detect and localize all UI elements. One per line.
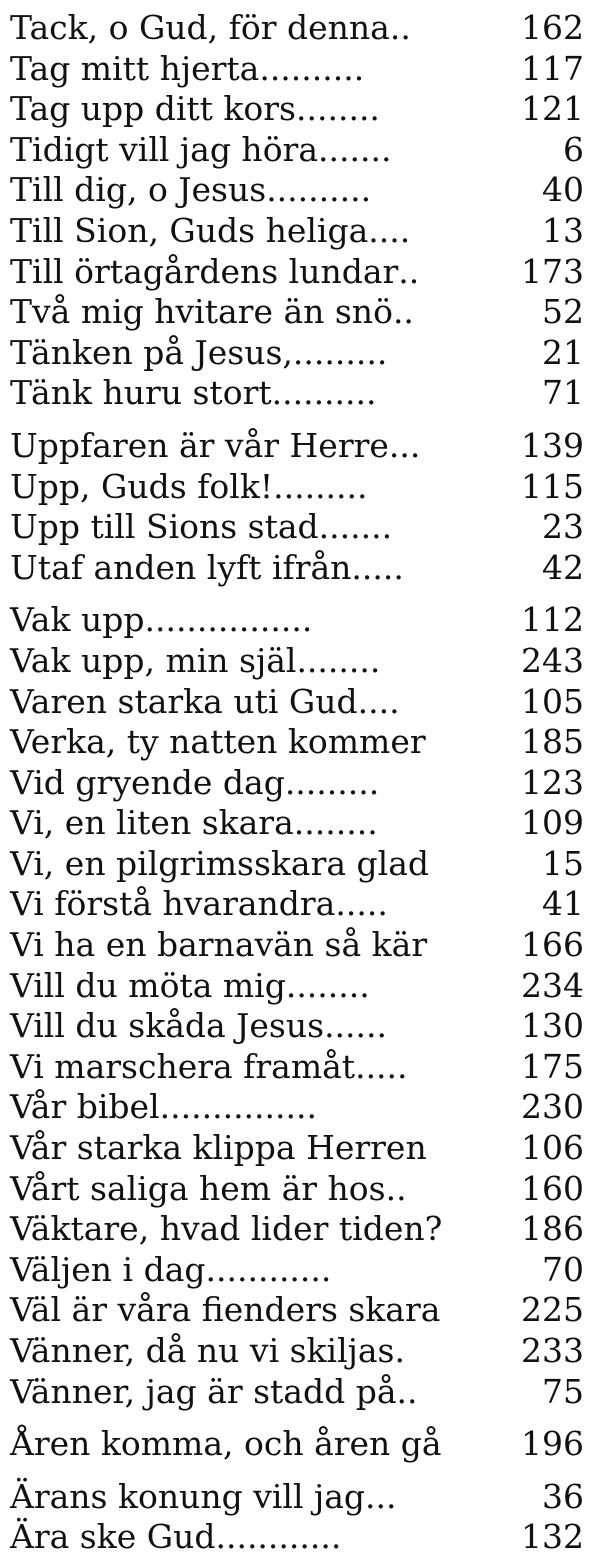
entry-page-number: 15 — [542, 843, 584, 883]
entry-leader-dots: .. — [396, 1371, 418, 1411]
index-entry — [10, 1209, 584, 1250]
entry-leader-dots: ....... — [318, 507, 393, 547]
entry-page-number: 36 — [542, 1476, 584, 1516]
entry-title: Till dig, o Jesus — [10, 170, 267, 210]
entry-page-number: 234 — [521, 965, 584, 1005]
entry-title: Vid gryende dag — [10, 762, 285, 802]
entry-title: Vår bibel — [10, 1087, 160, 1127]
entry-leader-dots: ......... — [284, 762, 380, 802]
entry-page-number: 243 — [521, 640, 584, 680]
index-entry — [10, 170, 584, 211]
entry-title: Uppfaren är vår Herre — [10, 425, 389, 465]
entry-title: Vill du möta mig — [10, 965, 286, 1005]
entry-leader-dots: .......... — [266, 170, 372, 210]
index-entry — [10, 844, 584, 885]
entry-page-number: 130 — [521, 1006, 584, 1046]
entry-page-number: 105 — [521, 681, 584, 721]
entry-title: Vi förstå hvarandra — [10, 884, 336, 924]
entry-page-number: 121 — [521, 89, 584, 129]
index-entry — [10, 49, 584, 90]
entry-page-number: 230 — [521, 1087, 584, 1127]
index-entry — [10, 884, 584, 925]
entry-leader-dots: ............... — [159, 1087, 317, 1127]
entry-leader-dots: ............ — [215, 1517, 342, 1557]
entry-leader-dots: ... — [365, 1476, 397, 1516]
entry-page-number: 13 — [542, 210, 584, 250]
entry-title: Vill du skåda Jesus — [10, 1006, 325, 1046]
entry-page-number: 106 — [521, 1128, 584, 1168]
index-entry — [10, 722, 584, 763]
entry-leader-dots: ... — [388, 425, 421, 465]
entry-title: Upp, Guds folk! — [10, 466, 274, 506]
entry-title: Väktare, hvad lider tiden? — [10, 1209, 443, 1249]
entry-title: Åren komma, och åren gå — [10, 1424, 442, 1464]
entry-leader-dots: ..... — [355, 1046, 408, 1086]
index-entry — [10, 925, 584, 966]
entry-leader-dots: .. — [389, 8, 411, 47]
entry-leader-dots: ......... — [292, 332, 388, 372]
index-entry — [10, 333, 584, 374]
entry-page-number: 139 — [521, 425, 584, 465]
index-entry — [10, 763, 584, 804]
entry-leader-dots: ........ — [296, 640, 381, 680]
index-group-a-umlaut — [10, 1477, 584, 1558]
entry-page-number: 196 — [521, 1424, 584, 1464]
index-entry — [10, 373, 584, 414]
index-entry — [10, 966, 584, 1007]
entry-page-number: 109 — [521, 803, 584, 843]
index-entry — [10, 600, 584, 641]
entry-leader-dots: ........ — [285, 965, 370, 1005]
entry-title: Tänk huru stort — [10, 373, 272, 413]
entry-leader-dots: .... — [368, 210, 411, 250]
entry-page-number: 75 — [542, 1371, 584, 1411]
entry-title: Ärans konung vill jag — [10, 1476, 366, 1516]
entry-title: Till örtagårdens lundar — [10, 251, 399, 291]
index-group-v — [10, 600, 584, 1412]
entry-title: Vänner, då nu vi skiljas. — [10, 1331, 405, 1370]
entry-page-number: 71 — [542, 373, 584, 413]
index-entry — [10, 1424, 584, 1465]
index-entry — [10, 130, 584, 171]
entry-page-number: 21 — [542, 332, 584, 372]
entry-title: Vak upp, min själ — [10, 640, 297, 680]
entry-leader-dots: .......... — [259, 48, 365, 88]
index-entry — [10, 803, 584, 844]
entry-title: Upp till Sions stad — [10, 507, 319, 547]
entry-title: Vi, en pilgrimsskara glad — [10, 843, 429, 883]
entry-page-number: 186 — [521, 1209, 584, 1249]
entry-title: Varen starka uti Gud — [10, 681, 358, 721]
entry-page-number: 175 — [521, 1046, 584, 1086]
entry-page-number: 123 — [521, 762, 584, 802]
index-entry — [10, 89, 584, 130]
entry-leader-dots: ................ — [144, 600, 313, 640]
entry-page-number: 6 — [563, 129, 584, 169]
entry-leader-dots: .. — [398, 251, 420, 291]
entry-title: Vår starka klippa Herren — [10, 1128, 427, 1168]
entry-title: Verka, ty natten kommer — [10, 722, 426, 762]
entry-page-number: 70 — [542, 1249, 584, 1289]
entry-title: Tag upp ditt kors — [10, 89, 296, 129]
entry-page-number: 42 — [542, 547, 584, 587]
entry-leader-dots: ..... — [335, 884, 388, 924]
entry-leader-dots: .. — [392, 292, 414, 332]
index-entry — [10, 467, 584, 508]
entry-page-number: 132 — [521, 1517, 584, 1557]
index-entry — [10, 1006, 584, 1047]
entry-title: Tack, o Gud, för denna — [10, 8, 390, 47]
index-entry — [10, 1477, 584, 1518]
entry-leader-dots: ............ — [205, 1249, 332, 1289]
entry-leader-dots: ..... — [351, 547, 404, 587]
entry-page-number: 225 — [521, 1290, 584, 1330]
entry-page-number: 233 — [521, 1331, 584, 1370]
index-entry — [10, 211, 584, 252]
index-entry — [10, 1331, 584, 1372]
index-entry — [10, 507, 584, 548]
index-entry — [10, 1372, 584, 1413]
index-entry — [10, 548, 584, 589]
entry-page-number: 52 — [542, 292, 584, 332]
index-entry — [10, 292, 584, 333]
entry-leader-dots: .... — [357, 681, 400, 721]
entry-page-number: 40 — [542, 170, 584, 210]
entry-title: Vi, en liten skara — [10, 803, 294, 843]
entry-leader-dots: ....... — [318, 129, 392, 169]
entry-title: Ära ske Gud — [10, 1517, 216, 1557]
index-entry — [10, 641, 584, 682]
index-entry — [10, 426, 584, 467]
entry-title: Vårt saliga hem är hos — [10, 1168, 386, 1208]
index-entry — [10, 252, 584, 293]
index-entry — [10, 1087, 584, 1128]
entry-title: Vak upp — [10, 600, 145, 640]
entry-title: Tidigt vill jag höra — [10, 129, 319, 169]
entry-leader-dots: ......... — [273, 466, 368, 506]
index-entry — [10, 8, 584, 49]
entry-title: Tag mitt hjerta — [10, 48, 260, 88]
entry-leader-dots: ...... — [324, 1006, 388, 1046]
entry-page-number: 41 — [542, 884, 584, 924]
entry-page-number: 23 — [542, 507, 584, 547]
entry-title: Väljen i dag — [10, 1249, 206, 1289]
entry-title: Vänner, jag är stadd på — [10, 1371, 397, 1411]
entry-title: Två mig hvitare än snö — [10, 292, 393, 332]
entry-page-number: 112 — [521, 600, 584, 640]
entry-title: Utaf anden lyft ifrån — [10, 547, 352, 587]
entry-title: Väl är våra fienders skara — [10, 1290, 441, 1330]
entry-page-number: 185 — [521, 722, 584, 762]
index-entry — [10, 1128, 584, 1169]
index-entry — [10, 1169, 584, 1210]
entry-leader-dots: .. — [385, 1168, 407, 1208]
index-group-u — [10, 426, 584, 588]
entry-title: Till Sion, Guds heliga — [10, 210, 369, 250]
entry-page-number: 173 — [521, 251, 584, 291]
index-entry — [10, 1290, 584, 1331]
entry-leader-dots: .......... — [271, 373, 377, 413]
index-group-a-ring — [10, 1424, 584, 1465]
entry-page-number: 117 — [521, 48, 584, 88]
entry-title: Tänken på Jesus, — [10, 332, 293, 372]
index-entry — [10, 682, 584, 723]
entry-title: Vi marschera framåt — [10, 1046, 356, 1086]
entry-page-number: 115 — [521, 466, 584, 506]
entry-page-number: 160 — [521, 1168, 584, 1208]
entry-page-number: 162 — [521, 8, 584, 47]
entry-title: Vi ha en barnavän så kär — [10, 925, 428, 965]
index-entry — [10, 1250, 584, 1291]
entry-leader-dots: ........ — [293, 803, 378, 843]
index-group-t — [10, 8, 584, 414]
entry-leader-dots: ........ — [296, 89, 380, 129]
entry-page-number: 166 — [521, 925, 584, 965]
index-entry — [10, 1047, 584, 1088]
